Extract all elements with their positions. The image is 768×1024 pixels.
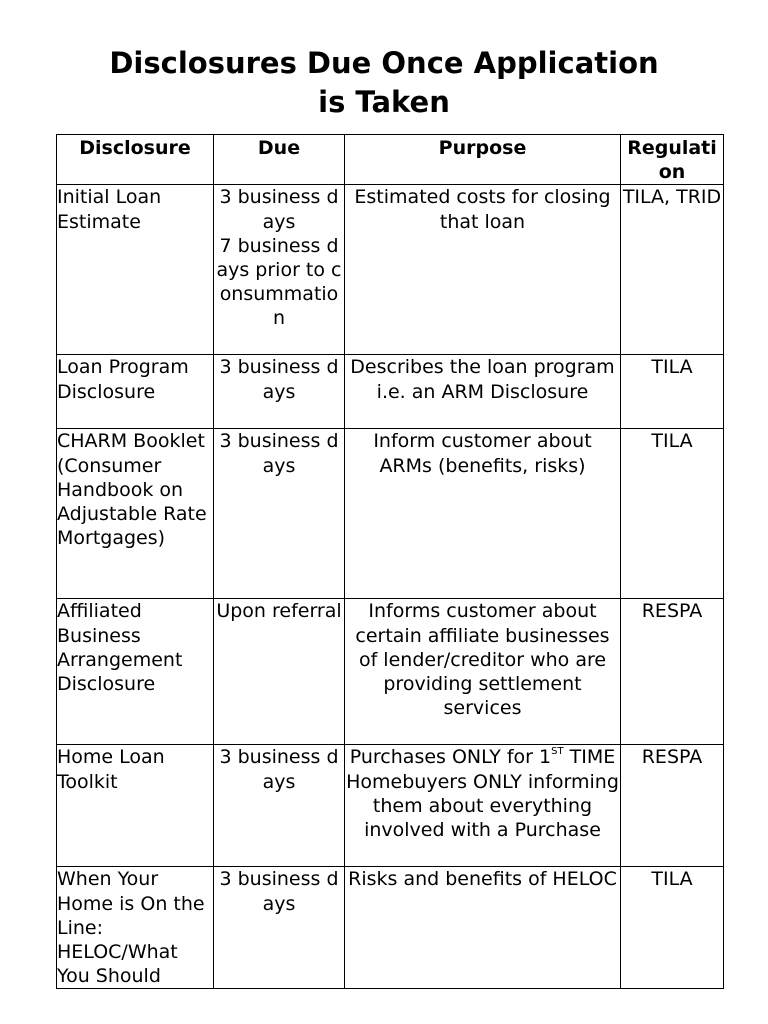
cell-due: Upon referral [214,599,345,745]
purpose-text: Purchases ONLY for 1 [349,746,552,769]
cell-regulation: RESPA [621,745,724,867]
cell-disclosure: CHARM Booklet (Consumer Handbook on Adjustable Rate Mortgages) [57,429,214,599]
cell-disclosure: Affiliated Business Arrangement Disclosure [57,599,214,745]
table-row [57,429,724,599]
due-prior-consummation: 7 business days prior to consummation [216,234,342,330]
cell-disclosure: Initial Loan Estimate [57,185,214,355]
cell-purpose: Estimated costs for closing that loan [345,185,621,355]
table-row [57,745,724,867]
cell-due [214,185,345,355]
title-line-2: is Taken [318,85,450,119]
ordinal-superscript: ST [551,746,564,758]
cell-regulation: TILA [621,355,724,429]
cell-due: 3 business days [214,745,345,867]
header-disclosure: Disclosure [57,135,214,185]
cell-purpose [345,745,621,867]
header-regulation: Regulation [621,135,724,185]
table-header-row [57,135,724,185]
due-initial: 3 business days [219,186,339,233]
cell-regulation: TILA, TRID [621,185,724,355]
cell-regulation: RESPA [621,599,724,745]
cell-regulation: TILA [621,867,724,989]
document-title [60,44,708,122]
cell-due: 3 business days [214,355,345,429]
cell-due: 3 business days [214,429,345,599]
table-row [57,185,724,355]
table-row [57,867,724,989]
cell-purpose: Inform customer about ARMs (benefits, risks) [345,429,621,599]
cell-disclosure: Home Loan Toolkit [57,745,214,867]
header-due: Due [214,135,345,185]
purpose-text-continued: TIME Homebuyers ONLY informing them about everything involved with a Purchase [346,746,619,842]
cell-purpose: Risks and benefits of HELOC [345,867,621,989]
table-row [57,599,724,745]
disclosures-table [56,134,724,989]
cell-purpose: Informs customer about certain affiliate businesses of lender/creditor who are providing settlement services [345,599,621,745]
cell-disclosure: When Your Home is On the Line: HELOC/What You Should [57,867,214,989]
table-row [57,355,724,429]
cell-purpose: Describes the loan program i.e. an ARM Disclosure [345,355,621,429]
cell-disclosure: Loan Program Disclosure [57,355,214,429]
header-purpose: Purpose [345,135,621,185]
cell-regulation: TILA [621,429,724,599]
cell-due: 3 business days [214,867,345,989]
title-line-1: Disclosures Due Once Application [109,46,659,80]
